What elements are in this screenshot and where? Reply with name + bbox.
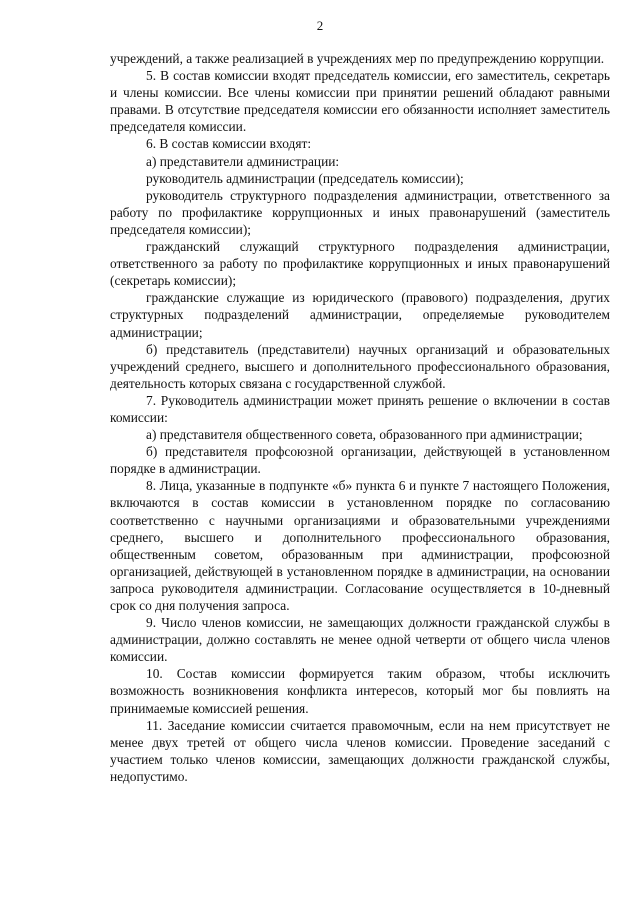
paragraph-item-7b: б) представителя профсоюзной организации, действующей в установленном порядке в администрации. xyxy=(110,444,610,477)
page-number: 2 xyxy=(316,18,324,33)
paragraph-item-10: 10. Состав комиссии формируется таким образом, чтобы исключить возможность возникновения конфликта интересов, который мог бы повлиять на принимаемые комиссией решения. xyxy=(110,666,610,716)
paragraph-item-7a: а) представителя общественного совета, образованного при администрации; xyxy=(146,427,583,443)
paragraph-item-6a-employees: гражданские служащие из юридического (правового) подразделения, других структурных подразделений администрации, определяемые руководителем администрации; xyxy=(110,290,610,340)
document-body xyxy=(110,50,610,785)
paragraph-item-8: 8. Лица, указанные в подпункте «б» пункта 6 и пункте 7 настоящего Положения, включаются в состав комиссии в установленном порядке по согласованию соответственно с научными организациями и образовательными учреждениями среднего, высшего и дополнительного профессионального образования, общественным советом, образованным при администрации, профсоюзной организацией, действующей в установленном порядке в администрации, на основании запроса руководителя администрации. Согласование осуществляется в 10-дневный срок со дня получения запроса. xyxy=(110,478,610,613)
paragraph-item-7: 7. Руководитель администрации может принять решение о включении в состав комиссии: xyxy=(110,392,610,425)
paragraph-item-6b: б) представитель (представители) научных организаций и образовательных учреждений среднего, высшего и дополнительного профессионального образования, деятельность которых связана с государственной службой. xyxy=(110,341,610,391)
paragraph-item-6a: а) представители администрации: xyxy=(146,153,340,169)
paragraph-item-6: 6. В состав комиссии входят: xyxy=(146,136,312,152)
paragraph-item-5: 5. В состав комиссии входят председатель комиссии, его заместитель, секретарь и члены комиссии. Все члены комиссии при принятии решений обладают равными правами. В отсутствие председателя комиссии его обязанности исполняет заместитель председателя комиссии. xyxy=(110,68,610,135)
paragraph-item-11: 11. Заседание комиссии считается правомочным, если на нем присутствует не менее двух третей от общего числа членов комиссии. Проведение заседаний с участием только членов комиссии, замещающих должности гражданской службы, недопустимо. xyxy=(110,717,610,784)
paragraph-item-6a-secretary: гражданский служащий структурного подразделения администрации, ответственного за работу по профилактике коррупционных и иных правонарушений (секретарь комиссии); xyxy=(110,239,610,289)
paragraph-continuation: учреждений, а также реализацией в учреждениях мер по предупреждению коррупции. xyxy=(110,51,605,66)
paragraph-item-9: 9. Число членов комиссии, не замещающих должности гражданской службы в администрации, должно составлять не менее одной четверти от общего числа членов комиссии. xyxy=(110,615,610,665)
paragraph-item-6a-head: руководитель администрации (председатель комиссии); xyxy=(146,170,464,186)
paragraph-item-6a-deputy: руководитель структурного подразделения администрации, ответственного за работу по профилактике коррупционных и иных правонарушений (заместитель председателя комиссии); xyxy=(110,187,610,237)
